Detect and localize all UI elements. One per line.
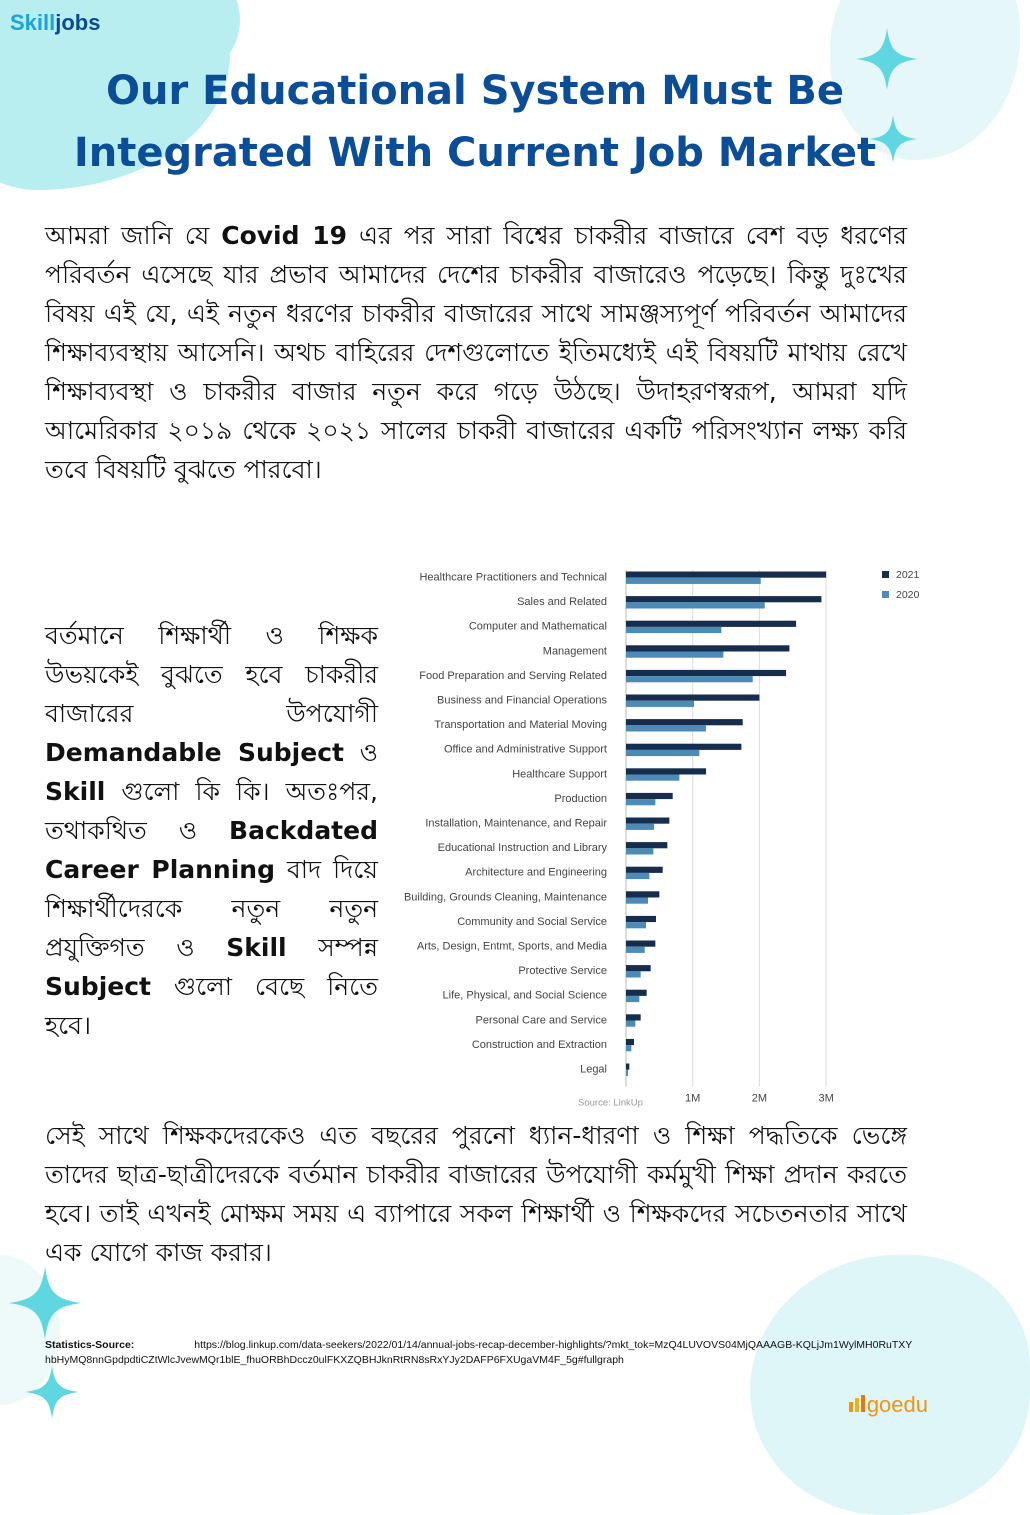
goedu-logo[interactable]: [847, 1392, 928, 1418]
category-label: Business and Financial Operations: [437, 694, 607, 707]
bar-2020: [626, 922, 646, 928]
bar-2021: [626, 1014, 641, 1020]
bar-2021: [626, 1064, 629, 1070]
bar-2020: [626, 898, 648, 904]
bar-2021: [626, 670, 786, 676]
text-run: গুলো বেছে নিতে হবে।: [45, 972, 378, 1040]
category-label: Arts, Design, Entmt, Sports, and Media: [416, 940, 607, 953]
text-run: সম্পন্ন: [286, 933, 378, 962]
bar-2020: [626, 848, 653, 854]
category-label: Protective Service: [518, 965, 607, 978]
bar-2021: [626, 744, 741, 750]
bar-2021: [626, 768, 706, 774]
bar-2021: [626, 645, 789, 651]
text-run-bold: Covid 19: [221, 221, 348, 250]
text-run: বাদ দিয়ে শিক্ষার্থীদেরকে নতুন নতুন প্রযুক্তিগত ও: [45, 855, 378, 962]
category-label: Computer and Mathematical: [468, 620, 607, 633]
bar-2021: [626, 1039, 634, 1045]
bar-2021: [626, 941, 655, 947]
side-paragraph: [45, 616, 378, 1045]
bar-2020: [626, 1045, 631, 1051]
category-label: Personal Care and Service: [475, 1014, 607, 1027]
goedu-icon: [847, 1394, 867, 1414]
bar-2021: [626, 965, 651, 971]
text-run: ও: [343, 738, 378, 767]
bar-2020: [626, 873, 649, 879]
closing-paragraph: সেই সাথে শিক্ষকদেরকেও এত বছরের পুরনো ধ্যান-ধারণা ও শিক্ষা পদ্ধতিকে ভেঙ্গে তাদের ছাত্র-ছাত্রীদেরকে বর্তমান চাকরীর বাজারের উপযোগী কর্মমুখী শিক্ষা প্রদান করতে হবে। তাই এখনই মোক্ষম সময় এ ব্যাপারে সকল শিক্ষার্থী ও শিক্ষকদের সচেতনতার সাথে এক যোগে কাজ করার।: [45, 1121, 907, 1267]
bar-2020: [626, 1021, 635, 1027]
bar-2020: [626, 971, 641, 977]
source-link[interactable]: https://blog.linkup.com/data-seekers/2022/01/14/annual-jobs-recap-december-highlights/?mkt_tok=MzQ4LUVOVS04MjQAAAGB-KQLjJm1WylMH0RuTXYhbHyMQ8nnGpdpdtiCZtWlcJvewMQr1blE_fhuORBhDccz0ulFKXZQBHJknRtRN8sRxYJy2DAFP6FXUgaVM4F_5g#fullgraph: [45, 1339, 913, 1366]
x-tick-label: 1M: [685, 1092, 701, 1105]
source-label: Statistics-Source:: [45, 1339, 135, 1351]
bar-2020: [626, 824, 654, 830]
category-label: Production: [554, 792, 607, 805]
category-label: Office and Administrative Support: [443, 743, 607, 756]
bar-2021: [626, 867, 663, 873]
bar-2020: [626, 996, 639, 1002]
title-line: Our Educational System Must Be: [106, 68, 844, 114]
bar-2020: [626, 1070, 628, 1076]
text-run-bold: Skill: [45, 777, 106, 806]
category-label: Construction and Extraction: [471, 1038, 607, 1051]
text-run-bold: Demandable Subject: [45, 738, 344, 767]
bar-2020: [626, 799, 655, 805]
logo-part: jobs: [55, 10, 101, 35]
category-label: Healthcare Support: [512, 768, 607, 781]
intro-paragraph: [45, 216, 907, 489]
sparkle-icon: [4, 1262, 86, 1344]
bar-2020: [626, 750, 699, 756]
bar-2021: [626, 990, 647, 996]
legend-label: 2020: [896, 589, 920, 601]
bar-2021: [626, 719, 743, 725]
category-label: Educational Instruction and Library: [437, 842, 607, 855]
title-line: Integrated With Current Job Market: [73, 130, 877, 176]
text-run-bold: Backdated Career Planning: [45, 816, 378, 884]
x-tick-label: 2M: [751, 1092, 768, 1105]
skilljobs-logo[interactable]: [10, 10, 100, 36]
text-run-bold: Subject: [45, 972, 151, 1001]
bar-2021: [626, 793, 673, 799]
category-label: Transportation and Material Moving: [434, 719, 607, 732]
bar-2020: [626, 652, 723, 658]
bar-2020: [626, 676, 753, 682]
bar-2021: [626, 695, 759, 701]
x-tick-label: 3M: [818, 1092, 834, 1105]
bar-2021: [626, 891, 659, 897]
bar-2020: [626, 578, 761, 584]
category-label: Community and Social Service: [457, 915, 607, 928]
bar-2020: [626, 627, 721, 633]
bar-2021: [626, 596, 821, 602]
bar-2021: [626, 842, 667, 848]
bar-2020: [626, 947, 645, 953]
category-label: Architecture and Engineering: [465, 866, 607, 879]
background-blob: [750, 1255, 1030, 1515]
bar-2021: [626, 572, 826, 578]
statistics-source: [45, 1338, 915, 1368]
sparkle-icon: [22, 1362, 82, 1422]
logo-part: Skill: [10, 10, 56, 35]
legend-label: 2021: [896, 569, 920, 581]
text-run: বর্তমানে শিক্ষার্থী ও শিক্ষক উভয়কেই বুঝতে হবে চাকরীর বাজারের উপযোগী: [45, 621, 378, 728]
legend-swatch: [882, 571, 889, 578]
category-label: Food Preparation and Serving Related: [419, 669, 607, 682]
category-label: Sales and Related: [517, 596, 607, 609]
text-run: আমরা জানি যে: [45, 221, 222, 250]
category-label: Building, Grounds Cleaning, Maintenance: [403, 891, 607, 904]
page-title: [20, 60, 930, 184]
bar-2020: [626, 775, 679, 781]
category-label: Life, Physical, and Social Science: [442, 989, 607, 1002]
bar-2021: [626, 916, 656, 922]
goedu-text: goedu: [866, 1392, 928, 1417]
text-run: এর পর সারা বিশ্বের চাকরীর বাজারে বেশ বড় ধরণের পরিবর্তন এসেছে যার প্রভাব আমাদের দেশের চাকরীর বাজারেও পড়েছে। কিন্তু দুঃখের বিষয় এই যে, এই নতুন ধরণের চাকরীর বাজারের সাথে সামঞ্জস্যপূর্ণ পরিবর্তন আমাদের শিক্ষাব্যবস্থায় আসেনি। অথচ বাহিরের দেশগুলোতে ইতিমধ্যেই এই বিষয়টি মাথায় রেখে শিক্ষাব্যবস্থা ও চাকরীর বাজার নতুন করে গড়ে উঠছে। উদাহরণস্বরূপ, আমরা যদি আমেরিকার ২০১৯ থেকে ২০২১ সালের চাকরী বাজারের একটি পরিসংখ্যান লক্ষ্য করি তবে বিষয়টি বুঝতে পারবো।: [45, 221, 907, 484]
chart-source-label: Source: LinkUp: [578, 1097, 643, 1109]
bar-2021: [626, 621, 796, 627]
bar-2021: [626, 818, 669, 824]
bar-2020: [626, 701, 694, 707]
category-label: Installation, Maintenance, and Repair: [425, 817, 607, 830]
legend-swatch: [882, 591, 889, 598]
category-label: Management: [542, 645, 607, 658]
bar-2020: [626, 602, 765, 608]
category-label: Healthcare Practitioners and Technical: [419, 571, 607, 584]
text-run-bold: Skill: [226, 933, 287, 962]
jobs-bar-chart: [396, 560, 940, 1109]
bar-2020: [626, 725, 706, 731]
category-label: Legal: [580, 1063, 607, 1076]
text-run: গুলো কি কি। অতঃপর, তথাকথিত ও: [45, 777, 378, 845]
